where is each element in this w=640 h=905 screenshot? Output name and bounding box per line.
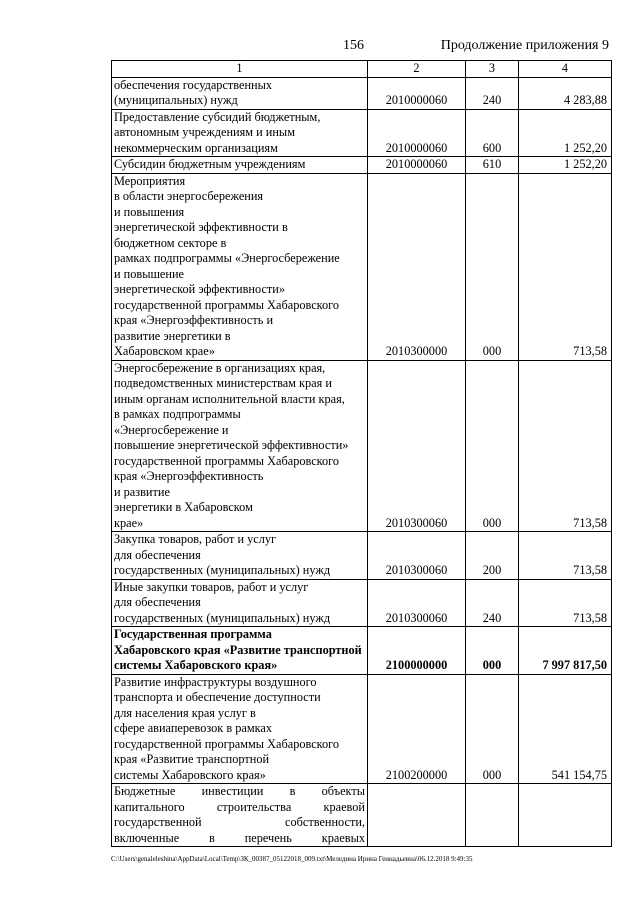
row-type-cell: 200	[466, 532, 519, 580]
row-type-cell	[466, 784, 519, 847]
table-row	[112, 173, 612, 360]
row-sum-cell: 713,58	[519, 173, 612, 360]
column-header: 4	[519, 61, 612, 78]
column-header: 3	[466, 61, 519, 78]
row-type-cell: 000	[466, 627, 519, 675]
table-row	[112, 360, 612, 532]
table-row	[112, 532, 612, 580]
table-header-row	[112, 61, 612, 78]
row-name-cell: Иные закупки товаров, работ и услуг для обеспечения государственных (муниципальных) нужд	[112, 579, 368, 627]
row-type-cell: 240	[466, 77, 519, 109]
row-sum-cell: 713,58	[519, 579, 612, 627]
row-code-cell: 2010300060	[368, 532, 466, 580]
continuation-label: Продолжение приложения 9	[440, 38, 609, 53]
row-sum-cell: 541 154,75	[519, 674, 612, 784]
row-code-cell: 2010000060	[368, 109, 466, 157]
row-name-cell: Развитие инфраструктуры воздушного транспорта и обеспечение доступности для населения края услуг в сфере авиаперевозок в рамках государственной программы Хабаровского края «Развитие транспортной системы Хабаровского края»	[112, 674, 368, 784]
row-code-cell	[368, 784, 466, 847]
row-code-cell: 2010300060	[368, 360, 466, 532]
row-type-cell: 000	[466, 674, 519, 784]
row-sum-cell: 713,58	[519, 532, 612, 580]
file-path-footer: C:\Users\genaleleshina\AppData\Local\Temp\ЗК_00387_05122018_009.txt\Меледина Ирина Геннадьевна\06.12.2018 9:49:35	[111, 855, 473, 863]
column-header: 2	[368, 61, 466, 78]
row-name-cell: Энергосбережение в организациях края, подведомственных министерствам края и иным органам исполнительной власти края, в рамках подпрограммы «Энергосбережение и повышение энергетической эффективности» государственной программы Хабаровского края «Энергоэффективность и развитие энергетики в Хабаровском крае»	[112, 360, 368, 532]
budget-table	[111, 60, 612, 847]
table-row	[112, 77, 612, 109]
row-sum-cell: 1 252,20	[519, 157, 612, 174]
row-name-cell: Бюджетные инвестиции в объекты капитального строительства краевой государственной собственности, включенные в перечень краевых	[112, 784, 368, 847]
row-sum-cell	[519, 784, 612, 847]
table-row	[112, 109, 612, 157]
row-type-cell: 600	[466, 109, 519, 157]
row-sum-cell: 4 283,88	[519, 77, 612, 109]
row-code-cell: 2100200000	[368, 674, 466, 784]
column-header: 1	[112, 61, 368, 78]
row-name-cell: Мероприятия в области энергосбережения и повышения энергетической эффективности в бюджетном секторе в рамках подпрограммы «Энергосбережение и повышение энергетической эффективности» государственной программы Хабаровского края «Энергоэффективность и развитие энергетики в Хабаровском крае»	[112, 173, 368, 360]
row-code-cell: 2100000000	[368, 627, 466, 675]
table-row	[112, 784, 612, 847]
row-type-cell: 000	[466, 360, 519, 532]
row-sum-cell: 1 252,20	[519, 109, 612, 157]
row-type-cell: 240	[466, 579, 519, 627]
row-name-cell: Субсидии бюджетным учреждениям	[112, 157, 368, 174]
row-name-cell: Предоставление субсидий бюджетным, автономным учреждениям и иным некоммерческим организациям	[112, 109, 368, 157]
row-code-cell: 2010300060	[368, 579, 466, 627]
table-row	[112, 674, 612, 784]
row-type-cell: 610	[466, 157, 519, 174]
row-sum-cell: 713,58	[519, 360, 612, 532]
page-header	[0, 38, 640, 58]
row-code-cell: 2010000060	[368, 77, 466, 109]
table-row	[112, 579, 612, 627]
row-code-cell: 2010300000	[368, 173, 466, 360]
row-name-cell: обеспечения государственных (муниципальных) нужд	[112, 77, 368, 109]
table-row	[112, 157, 612, 174]
row-name-cell: Государственная программа Хабаровского края «Развитие транспортной системы Хабаровского края»	[112, 627, 368, 675]
row-sum-cell: 7 997 817,50	[519, 627, 612, 675]
table-row	[112, 627, 612, 675]
row-type-cell: 000	[466, 173, 519, 360]
row-code-cell: 2010000060	[368, 157, 466, 174]
row-name-cell: Закупка товаров, работ и услуг для обеспечения государственных (муниципальных) нужд	[112, 532, 368, 580]
page-number: 156	[343, 38, 364, 53]
